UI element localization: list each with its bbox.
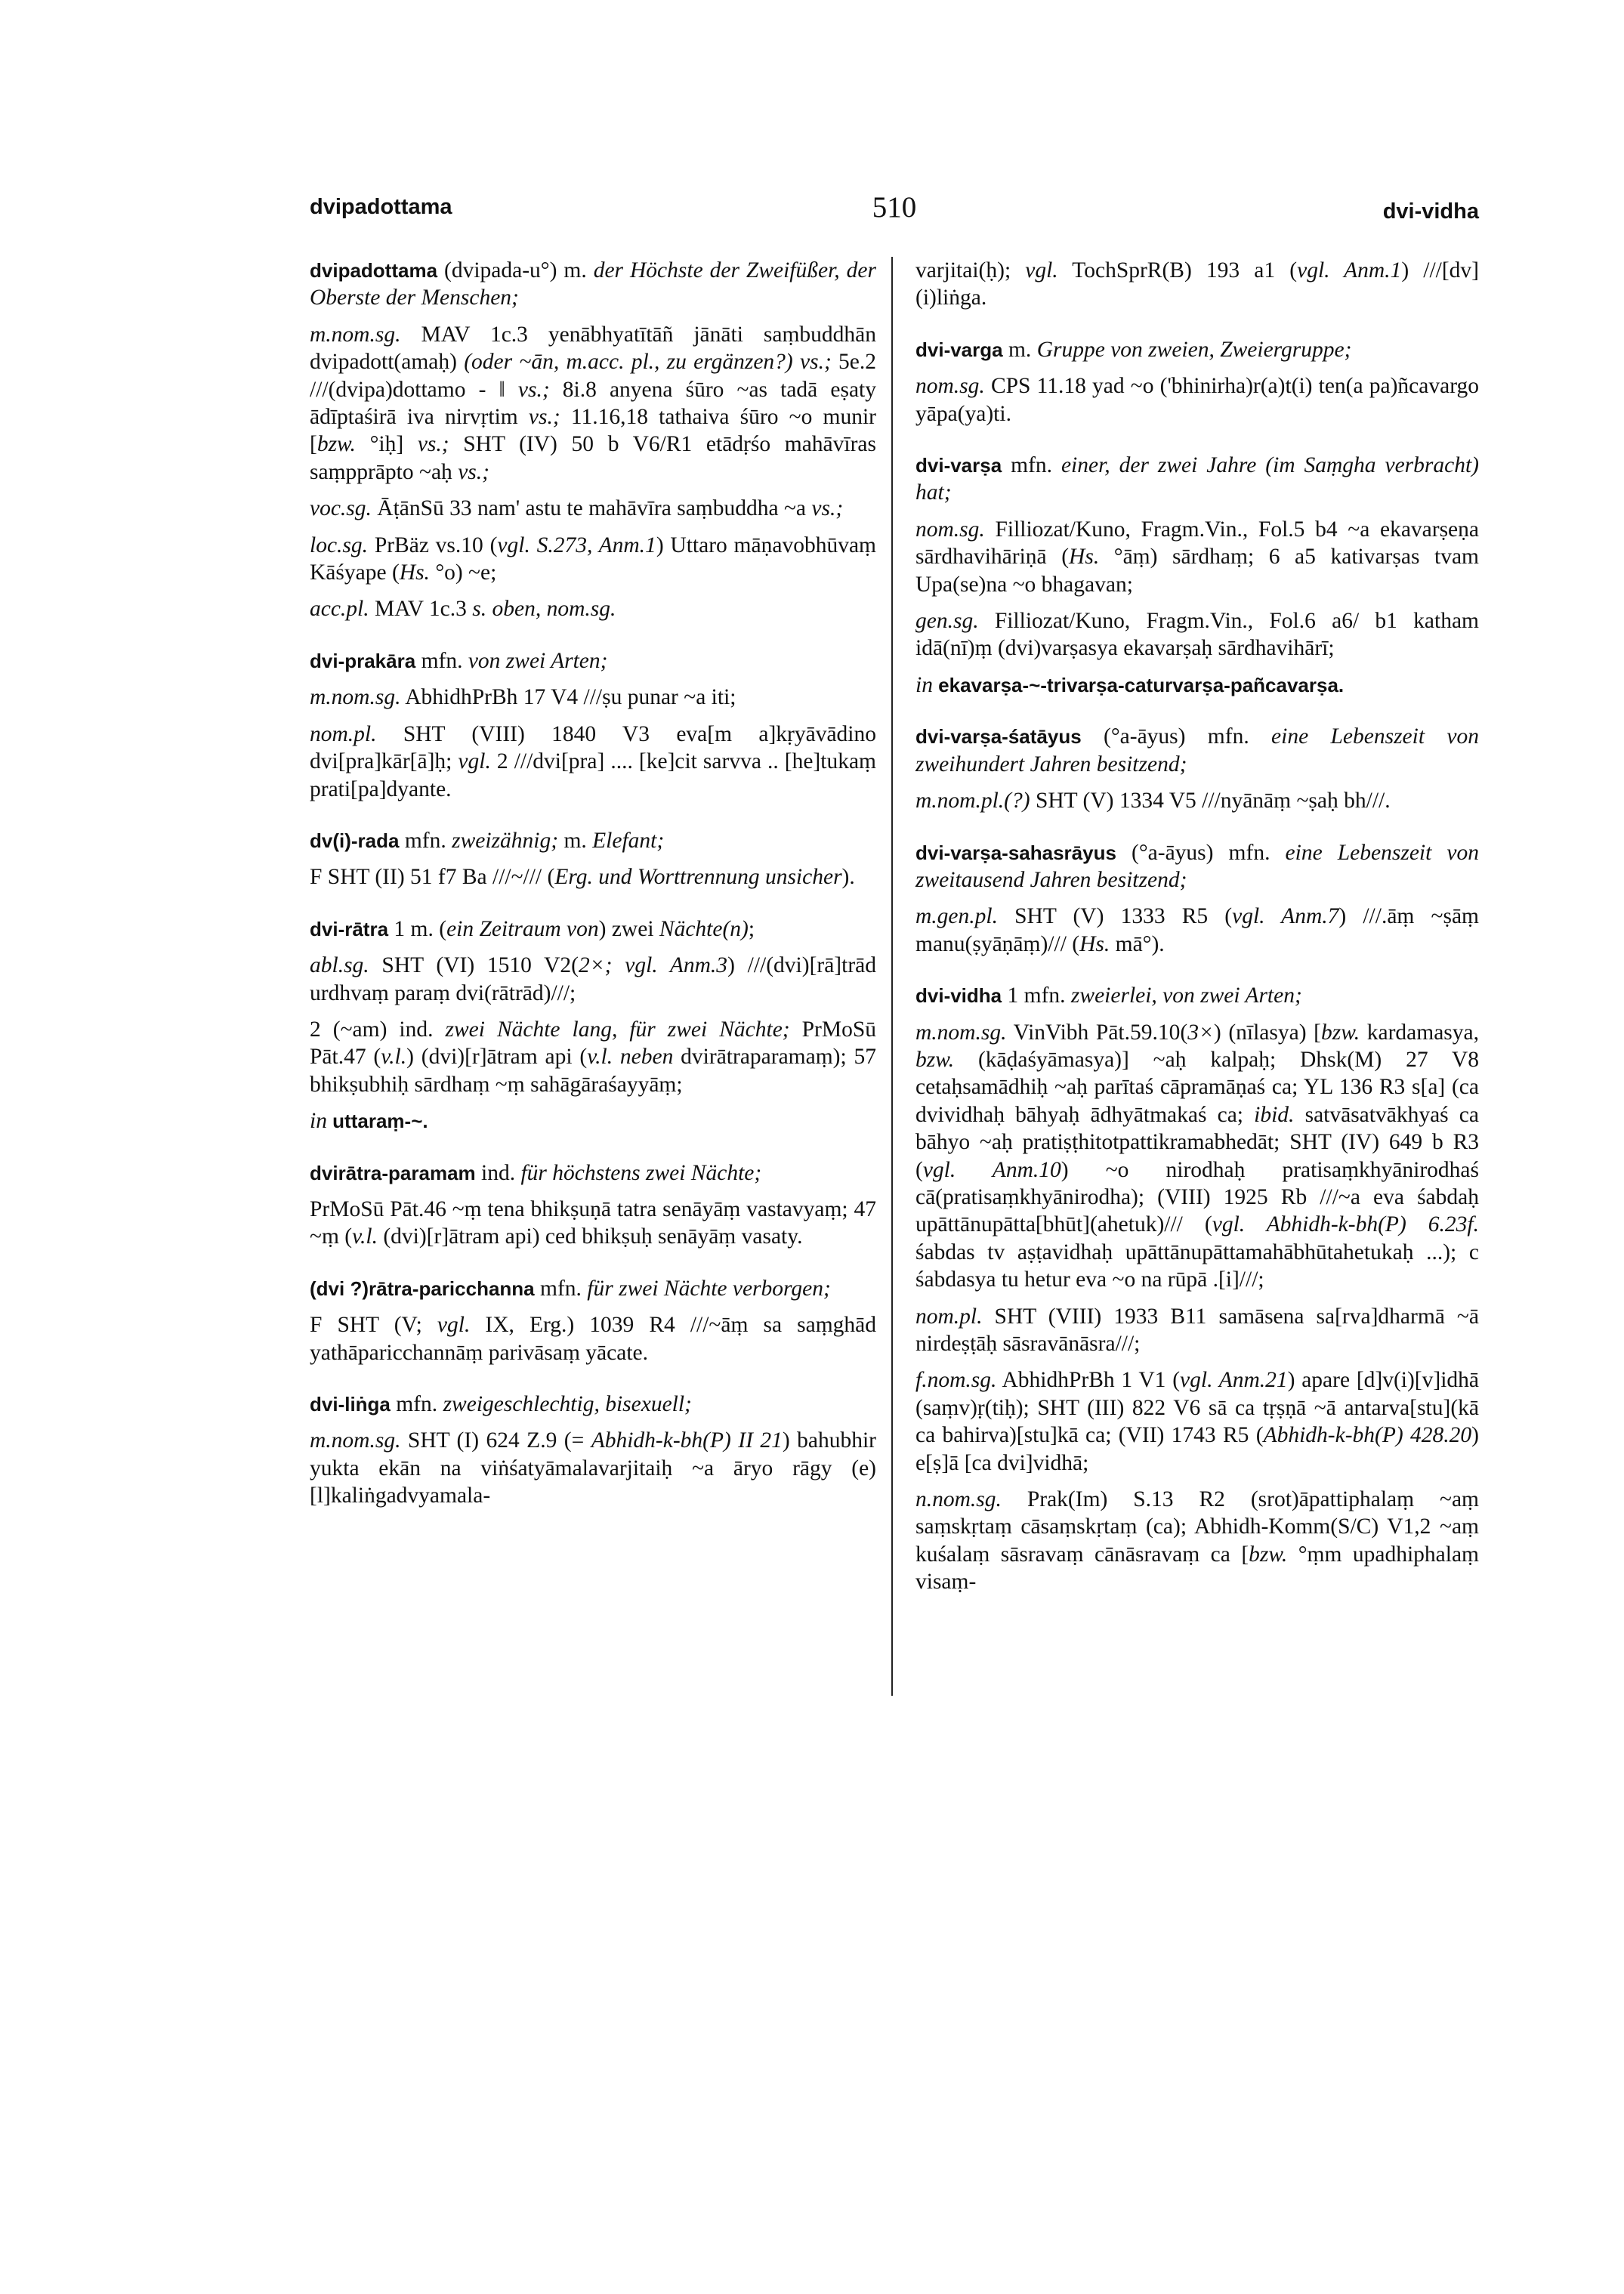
citation: nom.sg. CPS 11.18 yad ~o ('bhinirha)r(a)t(i) ten(a pa)ñcavargo yāpa(ya)ti. xyxy=(915,374,1479,426)
entry-dvi-linga: dvi-liṅga mfn. zweigeschlechtig, bisexuell; m.nom.sg. SHT (I) 624 Z.9 (= Abhidh-k-bh(P) II 21) bahubhir yukta ekān na viṅśatyāmalavarjitaiḥ ~a āryo rāgy (e)[l]kaliṅgadvyamala- xyxy=(310,1391,876,1510)
citation: m.nom.sg. AbhidhPrBh 17 V4 ///ṣu punar ~a iti; xyxy=(310,685,736,710)
entry-dv-i-rada: dv(i)-rada mfn. zweizähnig; m. Elefant; F SHT (II) 51 f7 Ba ///~/// (Erg. und Worttrennung unsicher). xyxy=(310,827,876,891)
citation: abl.sg. SHT (VI) 1510 V2(2×; vgl. Anm.3) ///(dvi)[rā]trād urdhvaṃ paraṃ dvi(rātrād)///; xyxy=(310,953,876,1005)
lemma: dvi-varṣa-śatāyus xyxy=(915,725,1082,749)
lemma: dvi-varṣa-sahasrāyus xyxy=(915,841,1116,864)
entry-continuation: varjitai(ḥ); vgl. TochSprR(B) 193 a1 (vgl. Anm.1) ///[dv](i)liṅga. xyxy=(915,258,1479,310)
citation: in uttaraṃ-~. xyxy=(310,1109,428,1134)
lemma: dvi-varga xyxy=(915,338,1003,361)
running-header xyxy=(310,191,1479,240)
entry-ratra-paricchanna: (dvi ?)rātra-paricchanna mfn. für zwei Nächte verborgen; F SHT (V; vgl. IX, Erg.) 1039 R4 ///~āṃ sa saṃghād yathāparicchannāṃ parivāsaṃ yācate. xyxy=(310,1275,876,1366)
entry-dvi-varga: dvi-varga m. Gruppe von zweien, Zweiergruppe; nom.sg. CPS 11.18 yad ~o ('bhinirha)r(a)t(i) ten(a pa)ñcavargo yāpa(ya)ti. xyxy=(915,336,1479,428)
lemma: dvi-varṣa xyxy=(915,454,1002,477)
entry-dviratra-paramam: dvirātra-paramam ind. für höchstens zwei Nächte; PrMoSū Pāt.46 ~ṃ tena bhikṣuṇā tatra senāyāṃ vastavyaṃ; 47 ~ṃ (v.l. (dvi)[r]ātram api) ced bhikṣuḥ senāyāṃ vasaty. xyxy=(310,1159,876,1251)
entry-dvi-varsa-sahasrayus: dvi-varṣa-sahasrāyus (°a-āyus) mfn. eine Lebenszeit von zweitausend Jahren besitzend; m.gen.pl. SHT (V) 1333 R5 (vgl. Anm.7) ///.āṃ ~ṣāṃ manu(ṣyāṇāṃ)/// (Hs. mā°). xyxy=(915,839,1479,959)
right-column xyxy=(915,257,1479,1620)
citation: loc.sg. PrBäz vs.10 (vgl. S.273, Anm.1) Uttaro māṇavobhūvaṃ Kāśyape (Hs. °o) ~e; xyxy=(310,533,876,585)
entry-dvi-varsa: dvi-varṣa mfn. einer, der zwei Jahre (im Saṃgha verbracht) hat; nom.sg. Filliozat/Kuno, Fragm.Vin., Fol.5 b4 ~a ekavarṣeṇa sārdhavihāriṇā (Hs. °āṃ) sārdhaṃ; 6 a5 kativarṣas tvam Upa(se)na ~o bhagavan; gen.sg. Filliozat/Kuno, Fragm.Vin., Fol.6 a6/ b1 katham idā(nī)ṃ (dvi)varṣasya ekavarṣaḥ sārdhavihārī; in ekavarṣa-~-trivarṣa-caturvarṣa-pañcavarṣa. xyxy=(915,452,1479,699)
column-divider xyxy=(891,257,893,1696)
citation: m.nom.sg. VinVibh Pāt.59.10(3×) (nīlasya) [bzw. kardamasya, bzw. (kāḍaśyāmasya)] ~aḥ kalpaḥ; Dhsk(M) 27 V8 cetaḥsamādhiḥ ~aḥ parītaś cāpramāṇaś ca; YL 136 R3 s[a] (ca dvividhaḥ bāhyaḥ ādhyātmakaś ca; ibid. satvāsatvākhyaś ca bāhyo ~aḥ pratiṣṭhitotpattikramabhedāt; SHT (IV) 649 b R3 (vgl. Anm.10) ~o nirodhaḥ pratisaṃkhyānirodhaś cā(pratisaṃkhyānirodha); (VIII) 1925 Rb ///~a eva śabdaḥ upāttānupātta[bhūt](ahetuk)/// (vgl. Abhidh-k-bh(P) 6.23f. śabdas tv aṣṭavidhaḥ upāttānupāttamahābhūtahetukaḥ ...); c śabdasya tu hetur eva ~o na rūpā .[i]///; xyxy=(915,1020,1479,1292)
header-right-catchword: dvi-vidha xyxy=(1382,199,1479,224)
lemma: (dvi ?)rātra-paricchanna xyxy=(310,1277,535,1300)
citation: in ekavarṣa-~-trivarṣa-caturvarṣa-pañcavarṣa. xyxy=(915,672,1345,697)
entry-dvi-varsa-satayus: dvi-varṣa-śatāyus (°a-āyus) mfn. eine Lebenszeit von zweihundert Jahren besitzend; m.nom.pl.(?) SHT (V) 1334 V5 ///nyānāṃ ~ṣaḥ bh///. xyxy=(915,723,1479,814)
left-column xyxy=(310,257,876,1534)
page-number: 510 xyxy=(872,191,917,224)
citation: f.nom.sg. AbhidhPrBh 1 V1 (vgl. Anm.21) apare [d]v(i)[v]idhā (saṃv)ṛ(tiḥ); SHT (III) 822 V6 sā ca tṛṣṇā ~ā antarva[stu](kā ca bahirva)[stu]kā ca; (VII) 1743 R5 (Abhidh-k-bh(P) 428.20) e[ṣ]ā [ca dvi]vidhā; xyxy=(915,1368,1479,1475)
lemma: dv(i)-rada xyxy=(310,829,400,852)
citation: nom.sg. Filliozat/Kuno, Fragm.Vin., Fol.5 b4 ~a ekavarṣeṇa sārdhavihāriṇā (Hs. °āṃ) sārdhaṃ; 6 a5 kativarṣas tvam Upa(se)na ~o bhagavan; xyxy=(915,517,1479,597)
lemma: dvi-prakāra xyxy=(310,649,416,672)
citation: 2 (~am) ind. zwei Nächte lang, für zwei Nächte; PrMoSū Pāt.47 (v.l.) (dvi)[r]ātram api (v.l. neben dvirātraparamaṃ); 57 bhikṣubhiḥ sārdhaṃ ~ṃ sahāgāraśayyāṃ; xyxy=(310,1017,877,1097)
citation: gen.sg. Filliozat/Kuno, Fragm.Vin., Fol.6 a6/ b1 katham idā(nī)ṃ (dvi)varṣasya ekavarṣaḥ sārdhavihārī; xyxy=(915,609,1479,661)
citation: voc.sg. ĀṭānSū 33 nam' astu te mahāvīra saṃbuddha ~a vs.; xyxy=(310,496,844,521)
citation: m.nom.sg. SHT (I) 624 Z.9 (= Abhidh-k-bh(P) II 21) bahubhir yukta ekān na viṅśatyāmalavarjitaiḥ ~a āryo rāgy (e)[l]kaliṅgadvyamala- xyxy=(310,1428,876,1508)
citation: nom.pl. SHT (VIII) 1933 B11 samāsena sa[rva]dharmā ~ā nirdeṣṭāḥ sāsravānāsra///; xyxy=(915,1304,1479,1356)
citation: m.nom.sg. MAV 1c.3 yenābhyatītāñ jānāti saṃbuddhān dvipadott(amaḥ) (oder ~ān, m.acc. pl., zu ergänzen?) vs.; 5e.2 ///(dvipa)dottamo - ‖ vs.; 8i.8 anyena śūro ~as tadā eṣaty ādīptaśirā iva nirvṛtim vs.; 11.16,18 tathaiva śūro ~o munir [bzw. °iḥ] vs.; SHT (IV) 50 b V6/R1 etādṛśo mahāvīras saṃpprāpto ~aḥ vs.; xyxy=(310,322,876,484)
entry-dvi-ratra: dvi-rātra 1 m. (ein Zeitraum von) zwei Nächte(n); abl.sg. SHT (VI) 1510 V2(2×; vgl. Anm.3) ///(dvi)[rā]trād urdhvaṃ paraṃ dvi(rātrād)///; 2 (~am) ind. zwei Nächte lang, für zwei Nächte; PrMoSū Pāt.47 (v.l.) (dvi)[r]ātram api (v.l. neben dvirātraparamaṃ); 57 bhikṣubhiḥ sārdhaṃ ~ṃ sahāgāraśayyāṃ; in uttaraṃ-~. xyxy=(310,915,876,1135)
lemma: dvi-vidha xyxy=(915,984,1002,1008)
entry-dvi-prakara: dvi-prakāra mfn. von zwei Arten; m.nom.sg. AbhidhPrBh 17 V4 ///ṣu punar ~a iti; nom.pl. SHT (VIII) 1840 V3 eva[m a]kṛyāvādino dvi[pra]kār[ā]ḥ; vgl. 2 ///dvi[pra] .... [ke]cit sarvva .. [he]tukaṃ prati[pa]dyante. xyxy=(310,647,876,803)
citation: m.nom.pl.(?) SHT (V) 1334 V5 ///nyānāṃ ~ṣaḥ bh///. xyxy=(915,789,1391,814)
header-left-catchword: dvipadottama xyxy=(310,195,452,219)
citation: n.nom.sg. Prak(Im) S.13 R2 (srot)āpattiphalaṃ ~aṃ saṃskṛtaṃ cāsaṃskṛtaṃ (ca); Abhidh-Komm(S/C) V1,2 ~aṃ kuśalaṃ sāsravaṃ cānāsravaṃ ca [bzw. °ṃm upadhiphalaṃ visaṃ- xyxy=(915,1487,1479,1595)
citation: nom.pl. SHT (VIII) 1840 V3 eva[m a]kṛyāvādino dvi[pra]kār[ā]ḥ; vgl. 2 ///dvi[pra] .... [ke]cit sarvva .. [he]tukaṃ prati[pa]dyante. xyxy=(310,721,876,801)
lemma: dvi-rātra xyxy=(310,917,389,940)
lemma: dvi-liṅga xyxy=(310,1393,391,1416)
entry-dvi-vidha: dvi-vidha 1 mfn. zweierlei, von zwei Arten; m.nom.sg. VinVibh Pāt.59.10(3×) (nīlasya) [bzw. kardamasya, bzw. (kāḍaśyāmasya)] ~aḥ kalpaḥ; Dhsk(M) 27 V8 cetaḥsamādhiḥ ~aḥ parītaś cāpramāṇaś ca; YL 136 R3 s[a] (ca dvividhaḥ bāhyaḥ ādhyātmakaś ca; ibid. satvāsatvākhyaś ca bāhyo ~aḥ pratiṣṭhitotpattikramabhedāt; SHT (IV) 649 b R3 (vgl. Anm.10) ~o nirodhaḥ pratisaṃkhyānirodhaś cā(pratisaṃkhyānirodha); (VIII) 1925 Rb ///~a eva śabdaḥ upāttānupātta[bhūt](ahetuk)/// (vgl. Abhidh-k-bh(P) 6.23f. śabdas tv aṣṭavidhaḥ upāttānupāttamahābhūtahetukaḥ ...); c śabdasya tu hetur eva ~o na rūpā .[i]///; nom.pl. SHT (VIII) 1933 B11 samāsena sa[rva]dharmā ~ā nirdeṣṭāḥ sāsravānāsra///; f.nom.sg. AbhidhPrBh 1 V1 (vgl. Anm.21) apare [d]v(i)[v]idhā (saṃv)ṛ(tiḥ); SHT (III) 822 V6 sā ca tṛṣṇā ~ā antarva[stu](kā ca bahirva)[stu]kā ca; (VII) 1743 R5 (Abhidh-k-bh(P) 428.20) e[ṣ]ā [ca dvi]vidhā; n.nom.sg. Prak(Im) S.13 R2 (srot)āpattiphalaṃ ~aṃ saṃskṛtaṃ cāsaṃskṛtaṃ (ca); Abhidh-Komm(S/C) V1,2 ~aṃ kuśalaṃ sāsravaṃ cānāsravaṃ ca [bzw. °ṃm upadhiphalaṃ visaṃ- xyxy=(915,982,1479,1596)
entry-dvipadottama: dvipadottama (dvipada-u°) m. der Höchste der Zweifüßer, der Oberste der Menschen; m.nom.sg. MAV 1c.3 yenābhyatītāñ jānāti saṃbuddhān dvipadott(amaḥ) (oder ~ān, m.acc. pl., zu ergänzen?) vs.; 5e.2 ///(dvipa)dottamo - ‖ vs.; 8i.8 anyena śūro ~as tadā eṣaty ādīptaśirā iva nirvṛtim vs.; 11.16,18 tathaiva śūro ~o munir [bzw. °iḥ] vs.; SHT (IV) 50 b V6/R1 etādṛśo mahāvīras saṃpprāpto ~aḥ vs.; voc.sg. ĀṭānSū 33 nam' astu te mahāvīra saṃbuddha ~a vs.; loc.sg. PrBäz vs.10 (vgl. S.273, Anm.1) Uttaro māṇavobhūvaṃ Kāśyape (Hs. °o) ~e; acc.pl. MAV 1c.3 s. oben, nom.sg. xyxy=(310,257,876,623)
lemma: dvipadottama xyxy=(310,259,438,282)
citation: F SHT (II) 51 f7 Ba ///~/// (Erg. und Worttrennung unsicher). xyxy=(310,865,855,890)
citation: acc.pl. MAV 1c.3 s. oben, nom.sg. xyxy=(310,597,616,622)
citation: PrMoSū Pāt.46 ~ṃ tena bhikṣuṇā tatra senāyāṃ vastavyaṃ; 47 ~ṃ (v.l. (dvi)[r]ātram api) ced bhikṣuḥ senāyāṃ vasaty. xyxy=(310,1196,876,1249)
citation: m.gen.pl. SHT (V) 1333 R5 (vgl. Anm.7) ///.āṃ ~ṣāṃ manu(ṣyāṇāṃ)/// (Hs. mā°). xyxy=(915,904,1479,956)
citation: F SHT (V; vgl. IX, Erg.) 1039 R4 ///~āṃ sa saṃghād yathāparicchannāṃ parivāsaṃ yācate. xyxy=(310,1313,876,1365)
lemma: dvirātra-paramam xyxy=(310,1161,476,1184)
